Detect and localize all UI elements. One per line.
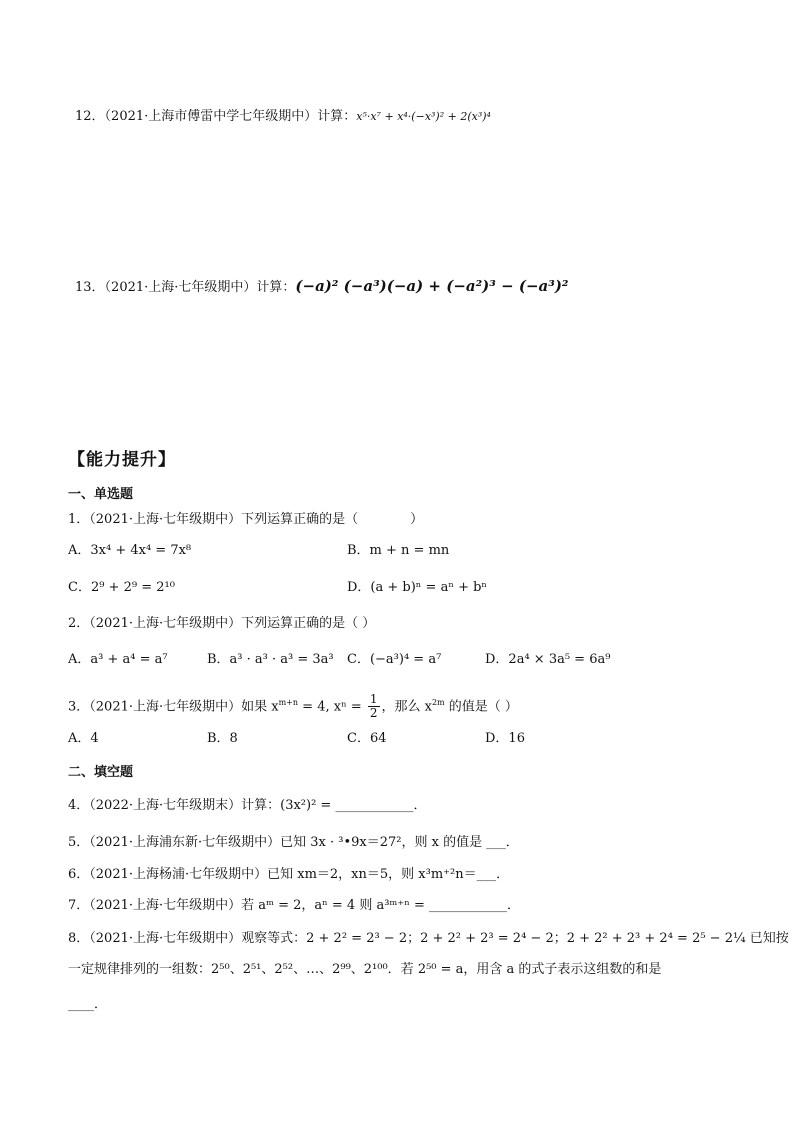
q3-stem: [68, 688, 518, 722]
q1-option-d: D．(a + b)ⁿ = aⁿ + bⁿ: [347, 580, 488, 595]
q6-text: 6．（2021·上海杨浦·七年级期中）已知 xm＝2，xn＝5，则 x³m⁺²n＝___．: [68, 867, 510, 882]
q1-stem: 1．（2021·上海·七年级期中）下列运算正确的是（ ）: [68, 512, 424, 527]
problem-12-expression: x⁵·x⁷ + x⁴·(−x³)² + 2(x³)⁴: [356, 110, 491, 123]
q3-stem-after: ，那么 x: [381, 699, 432, 715]
q3-fraction: [368, 693, 380, 720]
part2-title: 二、填空题: [68, 765, 134, 780]
q4-text: 4．（2022·上海·七年级期末）计算：(3x²)² = ____________．: [68, 798, 427, 813]
q2-option-a: A．a³ + a⁴ = a⁷: [68, 652, 168, 667]
q3-frac-den: 2: [369, 706, 378, 721]
section-title: 【能力提升】: [68, 450, 176, 470]
q3-option-a: A．4: [68, 731, 99, 746]
q3-stem-before: 3．（2021·上海·七年级期中）如果 x: [68, 699, 279, 715]
q8-line-2: 一定规律排列的一组数：2⁵⁰、2⁵¹、2⁵²、…、2⁹⁹、2¹⁰⁰．若 2⁵⁰ = a，用含 a 的式子表示这组数的和是: [68, 962, 662, 977]
problem-13: [75, 275, 568, 299]
part1-title: 一、单选题: [68, 487, 134, 502]
q1-option-c: C．2⁹ + 2⁹ = 2¹⁰: [68, 580, 175, 595]
q1-option-a: A．3x⁴ + 4x⁴ = 7x⁸: [68, 543, 192, 558]
q3-option-b: B．8: [207, 731, 238, 746]
problem-13-expression: (−a)² (−a³)(−a) + (−a²)³ − (−a³)²: [295, 277, 569, 295]
q2-stem: 2．（2021·上海·七年级期中）下列运算正确的是（ ）: [68, 616, 376, 631]
q2-option-c: C．(−a³)⁴ = a⁷: [347, 652, 442, 667]
q3-exp-1: m+n: [278, 698, 299, 707]
q3-stem-end: 的值是（ ）: [444, 699, 518, 715]
q8-line-1: 8．（2021·上海·七年级期中）观察等式：2 + 2² = 2³ − 2；2 + 2² + 2³ = 2⁴ − 2；2 + 2² + 2³ + 2⁴ = 2⁵ − 2¼ 已知按: [68, 931, 789, 946]
q3-option-c: C．64: [347, 731, 387, 746]
problem-12-prefix: 12．（2021·上海市傅雷中学七年级期中）计算：: [75, 109, 357, 124]
q8-line-3: ____．: [68, 997, 108, 1012]
q3-frac-num: 1: [369, 692, 378, 707]
problem-12: [75, 108, 491, 126]
q3-stem-mid: = 4, xⁿ =: [298, 699, 366, 715]
q7-text: 7．（2021·上海·七年级期中）若 aᵐ = 2，aⁿ = 4 则 a³ᵐ⁺ⁿ = ____________．: [68, 898, 521, 913]
q2-option-d: D．2a⁴ × 3a⁵ = 6a⁹: [485, 652, 611, 667]
q2-option-b: B．a³ · a³ · a³ = 3a³: [207, 652, 334, 667]
q3-exp-2: 2m: [431, 698, 445, 707]
q5-text: 5．（2021·上海浦东新·七年级期中）已知 3x · ³•9x＝27²，则 x 的值是 ___．: [68, 835, 519, 850]
q3-option-d: D．16: [485, 731, 525, 746]
q1-option-b: B．m + n = mn: [347, 543, 450, 558]
problem-13-prefix: 13．（2021·上海·七年级期中）计算：: [75, 280, 296, 295]
